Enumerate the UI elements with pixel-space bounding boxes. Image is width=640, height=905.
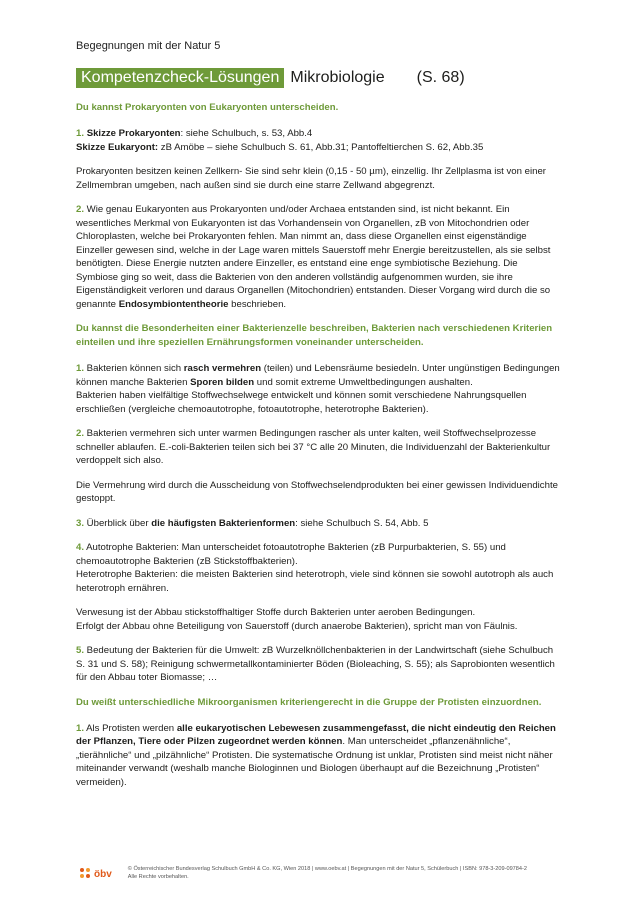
text: (teilen) und Lebensräume besiedeln. Unter ungünstigen Bedingungen können manche Bakterien: [76, 363, 560, 388]
publisher-logo: [80, 868, 112, 880]
answer-number: 2.: [76, 428, 85, 439]
answer-2-5: [76, 644, 562, 685]
answer-1-2: [76, 203, 562, 311]
text: Erfolgt der Abbau ohne Beteiligung von Sauerstoff (durch anaerobe Bakterien), spricht man von Fäulnis.: [76, 620, 518, 632]
page-reference: (S. 68): [416, 69, 465, 86]
text: zB Amöbe – siehe Schulbuch S. 61, Abb.31; Pantoffeltierchen S. 62, Abb.35: [158, 141, 484, 153]
bold-term: Skizze Prokaryonten: [86, 128, 181, 139]
copyright: [128, 866, 527, 881]
title-bar: [76, 68, 465, 88]
text: Wie genau Eukaryonten aus Prokaryonten und/oder Archaea entstanden sind, ist nicht bekannt. Ein wesentliches Merkmal von Eukaryonten ist das Vorhandensein von Organellen, zB von Mitochondrien oder Chloroplasten, welche bei Prokaryonten fehlen. Man nimmt an, dass diese Organellen einst eigenständige Einzeller gewesen sind, welche in der Lage waren mittels Sauerstoff mehr Energie bereitzustellen, als sie selbst benötigten. Diese Energie nutzten andere Einzeller, es entstand eine enge symbiotische Beziehung. Die Symbiose ging so weit, dass die Bakterien von den anderen vollständig aufgenommen wurden, sie ihre Eigenständigkeit verloren und daraus Organellen (Mitochondrien) entstanden. Dieser Vorgang wird durch die so genannte: [76, 204, 551, 310]
bold-term: die häufigsten Bakterienformen: [151, 517, 296, 529]
competence-goal-3: Du weißt unterschiedliche Mikroorganismen kriteriengerecht in die Gruppe der Protisten einzuordnen.: [76, 696, 542, 708]
footer: [80, 866, 560, 881]
bold-term: Skizze Eukaryont:: [76, 141, 159, 153]
text: Bedeutung der Bakterien für die Umwelt: zB Wurzelknöllchenbakterien in der Landwirtschaft (siehe Schulbuch S. 31 und S. 58); Reinigung schwermetallkontaminierter Böden (Bioleaching, S. 55); als Saprobionten wesentlich für den Abbau toter Biomasse; …: [76, 645, 555, 683]
answer-1-text: Prokaryonten besitzen keinen Zellkern- Sie sind sehr klein (0,15 - 50 µm), einzellig. Ihr Zellplasma ist von einer Zellmembran umgeben, nach außen sind sie durch eine starre Zellwand abgegrenzt.: [76, 166, 546, 191]
text: Bakterien haben vielfältige Stoffwechselwege entwickelt und können somit verschiedene Nahrungsquellen erschließen (vergleiche chemoautotrophe, fotoautotrophe, heterotrophe Bakterien).: [76, 390, 527, 415]
answer-number: 2.: [76, 204, 85, 215]
page-title-topic: Mikrobiologie: [290, 69, 385, 86]
book-title: Begegnungen mit der Natur 5: [76, 40, 221, 52]
logo-dots-icon: [80, 868, 92, 880]
bold-term: alle eukaryotischen Lebewesen zusammengefasst, die nicht eindeutig den Reichen der Pflanzen, Tiere oder Pilzen zugeordnet werden können: [76, 722, 556, 747]
text: und somit extreme Umweltbedingungen aushalten.: [254, 376, 473, 388]
competence-goal-2: Du kannst die Besonderheiten einer Bakterienzelle beschreiben, Bakterien nach verschiedenen Kriterien einteilen und ihre speziellen Ernährungsformen voneinander unterscheiden.: [76, 323, 553, 348]
answer-1-1: [76, 127, 562, 154]
text: Als Protisten werden: [84, 722, 177, 734]
copyright-line: © Österreichischer Bundesverlag Schulbuch GmbH & Co. KG, Wien 2018 | www.oebv.at | Begegnungen mit der Natur 5, Schülerbuch | ISBN: 978-3-209-09784-2: [127, 866, 527, 872]
bold-term: Sporen bilden: [190, 376, 255, 388]
rights-line: Alle Rechte vorbehalten.: [127, 873, 189, 880]
page-title-label: Kompetenzcheck-Lösungen: [76, 68, 284, 88]
text: Verwesung ist der Abbau stickstoffhaltiger Stoffe durch Bakterien unter aeroben Bedingungen.: [76, 607, 476, 618]
competence-goal-1: Du kannst Prokaryonten von Eukaryonten unterscheiden.: [76, 102, 339, 113]
answer-3-1: [76, 722, 562, 790]
answer-number: 1.: [76, 722, 85, 734]
answer-2-1: [76, 362, 562, 416]
answer-2-2-text: Die Vermehrung wird durch die Ausscheidung von Stoffwechselendprodukten bei einer gewissen Individuendichte gestoppt.: [76, 479, 558, 504]
content: [76, 101, 562, 800]
answer-2-4-text: [76, 606, 562, 633]
text: Überblick über: [84, 517, 152, 529]
answer-2-4: [76, 541, 562, 595]
answer-number: 1.: [76, 128, 85, 139]
text: Bakterien können sich: [84, 363, 184, 374]
bold-term: rasch vermehren: [183, 363, 262, 374]
logo-text: öbv: [94, 868, 112, 880]
text: Bakterien vermehren sich unter warmen Bedingungen rascher als unter kalten, weil Stoffwechselprozesse schneller ablaufen. E.-coli-Bakterien teilen sich bei 37 °C alle 20 Minuten, die Individuenzahl der Bakterienkultur verdoppelt sich also.: [76, 428, 551, 466]
text: Heterotrophe Bakterien: die meisten Bakterien sind heterotroph, viele sind können sie sowohl autotroph als auch heterotroph ernähren.: [76, 569, 554, 594]
text: Autotrophe Bakterien: Man unterscheidet fotoautotrophe Bakterien (zB Purpurbakterien, S. 55) und chemoautotrophe Bakterien (zB Stickstoffbakterien).: [76, 542, 506, 567]
answer-number: 5.: [76, 645, 85, 656]
text: : siehe Schulbuch S. 54, Abb. 5: [295, 517, 429, 529]
answer-number: 4.: [76, 542, 85, 553]
answer-2-2: [76, 427, 562, 468]
answer-number: 3.: [76, 517, 85, 529]
text: beschrieben.: [228, 298, 287, 310]
text: : siehe Schulbuch, s. 53, Abb.4: [180, 128, 313, 139]
answer-number: 1.: [76, 363, 85, 374]
answer-2-3: [76, 517, 562, 531]
text: . Man unterscheidet „pflanzenähnliche“, „tierähnliche“ und „pilzähnliche“ Protisten. Die systematische Ordnung ist unklar, Protisten sind meist nicht näher miteinander verwandt (weshalb manche Biologinnen und Biologen überhaupt auf die Bezeichnung „Protisten“ vermeiden).: [76, 736, 553, 788]
bold-term: Endosymbiontentheorie: [118, 298, 229, 310]
